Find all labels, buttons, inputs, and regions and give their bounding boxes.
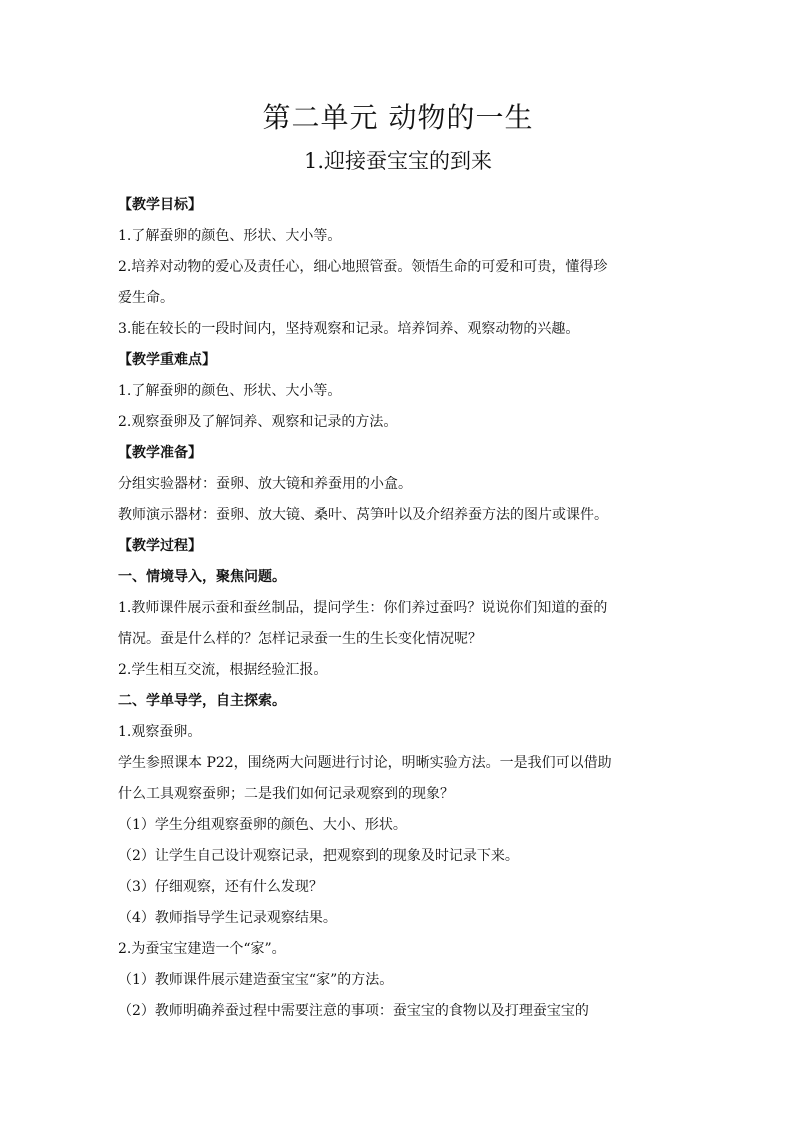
body-text-line: 情况。蚕是什么样的？怎样记录蚕一生的生长变化情况呢？ (118, 631, 482, 647)
body-text-line: 3.能在较长的一段时间内，坚持观察和记录。培养饲养、观察动物的兴趣。 (118, 321, 580, 337)
document-content (118, 100, 678, 1027)
section-heading: 【教学过程】 (118, 538, 202, 554)
document-body (118, 190, 678, 1027)
body-text-line: （4）教师指导学生记录观察结果。 (118, 910, 337, 926)
body-text-line: （2）教师明确养蚕过程中需要注意的事项：蚕宝宝的食物以及打理蚕宝宝的 (118, 1003, 589, 1019)
section-heading: 【教学重难点】 (118, 352, 216, 368)
section-heading: 【教学准备】 (118, 445, 202, 461)
body-text-line: （3）仔细观察，还有什么发现？ (118, 879, 323, 895)
body-text-line: （2）让学生自己设计观察记录，把观察到的现象及时记录下来。 (118, 848, 519, 864)
body-text-line: 1.教师课件展示蚕和蚕丝制品，提问学生：你们养过蚕吗？说说你们知道的蚕的 (118, 600, 608, 616)
body-text-line: （1）学生分组观察蚕卵的颜色、大小、形状。 (118, 817, 407, 833)
section-heading: 【教学目标】 (118, 197, 202, 213)
body-text-line: 1.了解蚕卵的颜色、形状、大小等。 (118, 228, 342, 244)
unit-title: 第二单元 动物的一生 (262, 101, 534, 134)
body-text-line: （1）教师课件展示建造蚕宝宝“家”的方法。 (118, 972, 394, 988)
body-text-line: 1.了解蚕卵的颜色、形状、大小等。 (118, 383, 342, 399)
body-text-line: 2.观察蚕卵及了解饲养、观察和记录的方法。 (118, 414, 398, 430)
lesson-title: 1.迎接蚕宝宝的到来 (303, 149, 493, 173)
body-text-line: 教师演示器材：蚕卵、放大镜、桑叶、莴笋叶以及介绍养蚕方法的图片或课件。 (118, 507, 608, 523)
section-heading: 一、情境导入，聚焦问题。 (118, 569, 286, 585)
body-text-line: 学生参照课本 P22，围绕两大问题进行讨论，明晰实验方法。一是我们可以借助 (118, 755, 612, 771)
body-text-line: 2.培养对动物的爱心及责任心，细心地照管蚕。领悟生命的可爱和可贵，懂得珍 (118, 259, 608, 275)
body-text-line: 2.学生相互交流，根据经验汇报。 (118, 662, 328, 678)
body-text-line: 爱生命。 (118, 290, 174, 306)
body-text-line: 分组实验器材：蚕卵、放大镜和养蚕用的小盒。 (118, 476, 412, 492)
body-text-line: 2.为蚕宝宝建造一个“家”。 (118, 941, 286, 957)
body-text-line: 什么工具观察蚕卵；二是我们如何记录观察到的现象？ (118, 786, 454, 802)
section-heading: 二、学单导学，自主探索。 (118, 693, 286, 709)
body-text-line: 1.观察蚕卵。 (118, 724, 202, 740)
